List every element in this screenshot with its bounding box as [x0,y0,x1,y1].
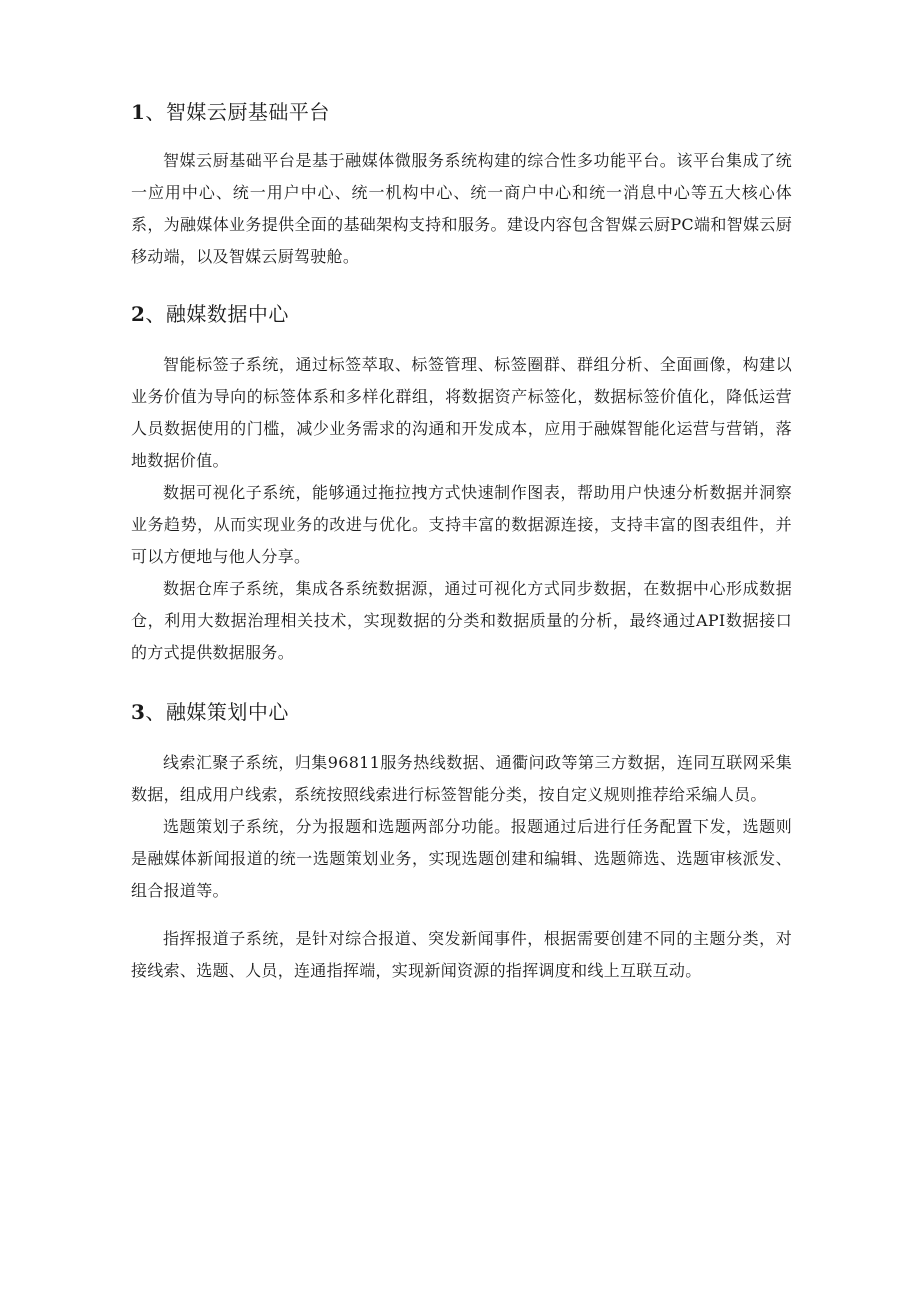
section-heading-2 [131,298,792,330]
section-title: 、智媒云厨基础平台 [145,100,330,124]
paragraph: 数据仓库子系统，集成各系统数据源，通过可视化方式同步数据，在数据中心形成数据仓，利用大数据治理相关技术，实现数据的分类和数据质量的分析，最终通过API数据接口的方式提供数据服务。 [131,579,792,662]
paragraph: 线索汇聚子系统，归集96811服务热线数据、通衢问政等第三方数据，连同互联网采集数据，组成用户线索，系统按照线索进行标签智能分类，按自定义规则推荐给采编人员。 [131,753,792,804]
paragraph: 智媒云厨基础平台是基于融媒体微服务系统构建的综合性多功能平台。该平台集成了统一应用中心、统一用户中心、统一机构中心、统一商户中心和统一消息中心等五大核心体系，为融媒体业务提供全面的基础架构支持和服务。建设内容包含智媒云厨PC端和智媒云厨移动端，以及智媒云厨驾驶舱。 [131,151,792,266]
paragraph: 选题策划子系统，分为报题和选题两部分功能。报题通过后进行任务配置下发，选题则是融媒体新闻报道的统一选题策划业务，实现选题创建和编辑、选题筛选、选题审核派发、组合报道等。 [131,817,792,900]
section-title: 、融媒数据中心 [145,302,289,326]
section-heading-1 [131,96,792,128]
paragraph: 智能标签子系统，通过标签萃取、标签管理、标签圈群、群组分析、全面画像，构建以业务价值为导向的标签体系和多样化群组，将数据资产标签化，数据标签价值化，降低运营人员数据使用的门槛，减少业务需求的沟通和开发成本，应用于融媒智能化运营与营销，落地数据价值。 [131,355,792,470]
section-number: 2 [131,302,146,326]
section-title: 、融媒策划中心 [145,700,289,724]
section-number: 1 [131,100,146,124]
section-heading-3 [131,696,792,728]
paragraph: 指挥报道子系统，是针对综合报道、突发新闻事件，根据需要创建不同的主题分类，对接线索、选题、人员，连通指挥端，实现新闻资源的指挥调度和线上互联互动。 [131,929,792,980]
section-number: 3 [131,700,146,724]
paragraph: 数据可视化子系统，能够通过拖拉拽方式快速制作图表，帮助用户快速分析数据并洞察业务趋势，从而实现业务的改进与优化。支持丰富的数据源连接，支持丰富的图表组件，并可以方便地与他人分享。 [131,483,792,566]
